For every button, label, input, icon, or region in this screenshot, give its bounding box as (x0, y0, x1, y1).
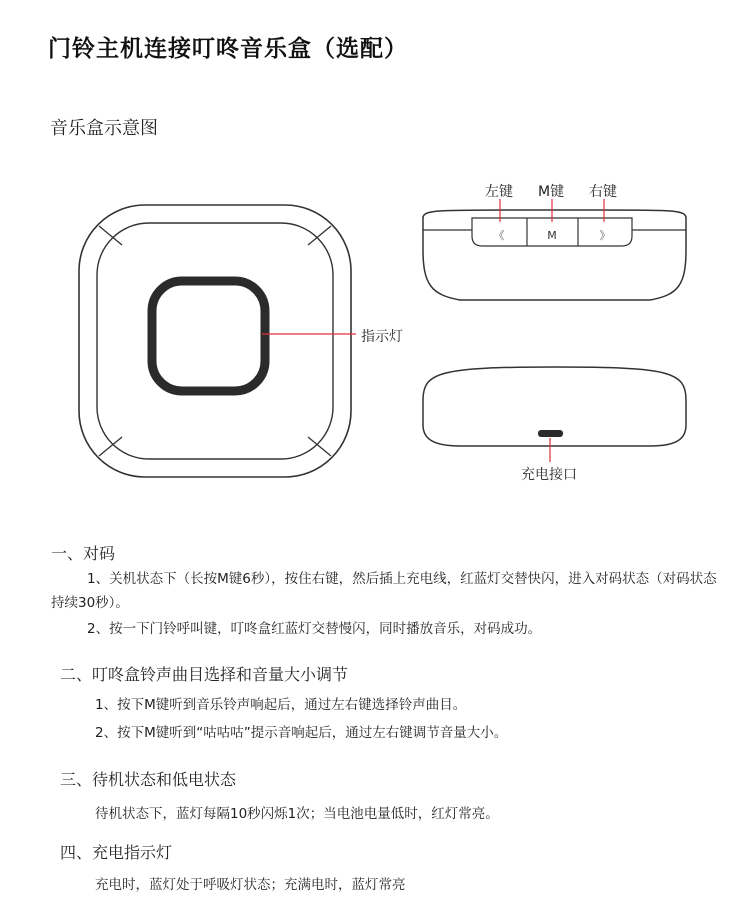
volume-step-2: 2、按下M键听到“咕咕咕”提示音响起后，通过左右键调节音量大小。 (95, 725, 508, 741)
section-heading-charging-indicator: 四、充电指示灯 (60, 843, 173, 862)
m-key-label: M键 (538, 184, 565, 200)
right-key-label: 右键 (589, 184, 617, 200)
m-button-glyph: M (547, 229, 557, 242)
music-box-front-view (423, 210, 686, 300)
pairing-step-2: 2、按一下门铃呼叫键，叮咚盒红蓝灯交替慢闪，同时播放音乐，对码成功。 (87, 621, 542, 637)
diagram-subtitle: 音乐盒示意图 (50, 118, 158, 139)
charging-port-label: 充电接口 (521, 467, 577, 483)
page-title: 门铃主机连接叮咚音乐盒（选配） (48, 36, 408, 62)
charging-indicator-text: 充电时，蓝灯处于呼吸灯状态；充满电时，蓝灯常亮 (95, 877, 406, 893)
right-button-glyph: 》 (599, 229, 611, 242)
left-button-glyph: 《 (493, 229, 505, 242)
section-heading-standby-lowbattery: 三、待机状态和低电状态 (60, 770, 237, 789)
music-box-top-view (79, 205, 351, 477)
indicator-light-ring (152, 281, 265, 391)
charging-port-icon (538, 430, 563, 437)
standby-lowbattery-text: 待机状态下，蓝灯每隔10秒闪烁1次；当电池电量低时，红灯常亮。 (95, 806, 499, 822)
left-key-label: 左键 (485, 184, 513, 200)
pairing-step-1: 1、关机状态下（长按M键6秒），按住右键，然后插上充电线，红蓝灯交替快闪，进入对码状态（对码状态持续30秒）。 (51, 571, 717, 611)
music-box-back-view (423, 367, 686, 446)
section-heading-ringtone-volume: 二、叮咚盒铃声曲目选择和音量大小调节 (60, 665, 349, 684)
indicator-label: 指示灯 (361, 329, 403, 345)
section-heading-pairing: 一、对码 (51, 544, 116, 563)
ringtone-step-1: 1、按下M键听到音乐铃声响起后，通过左右键选择铃声曲目。 (95, 697, 467, 713)
